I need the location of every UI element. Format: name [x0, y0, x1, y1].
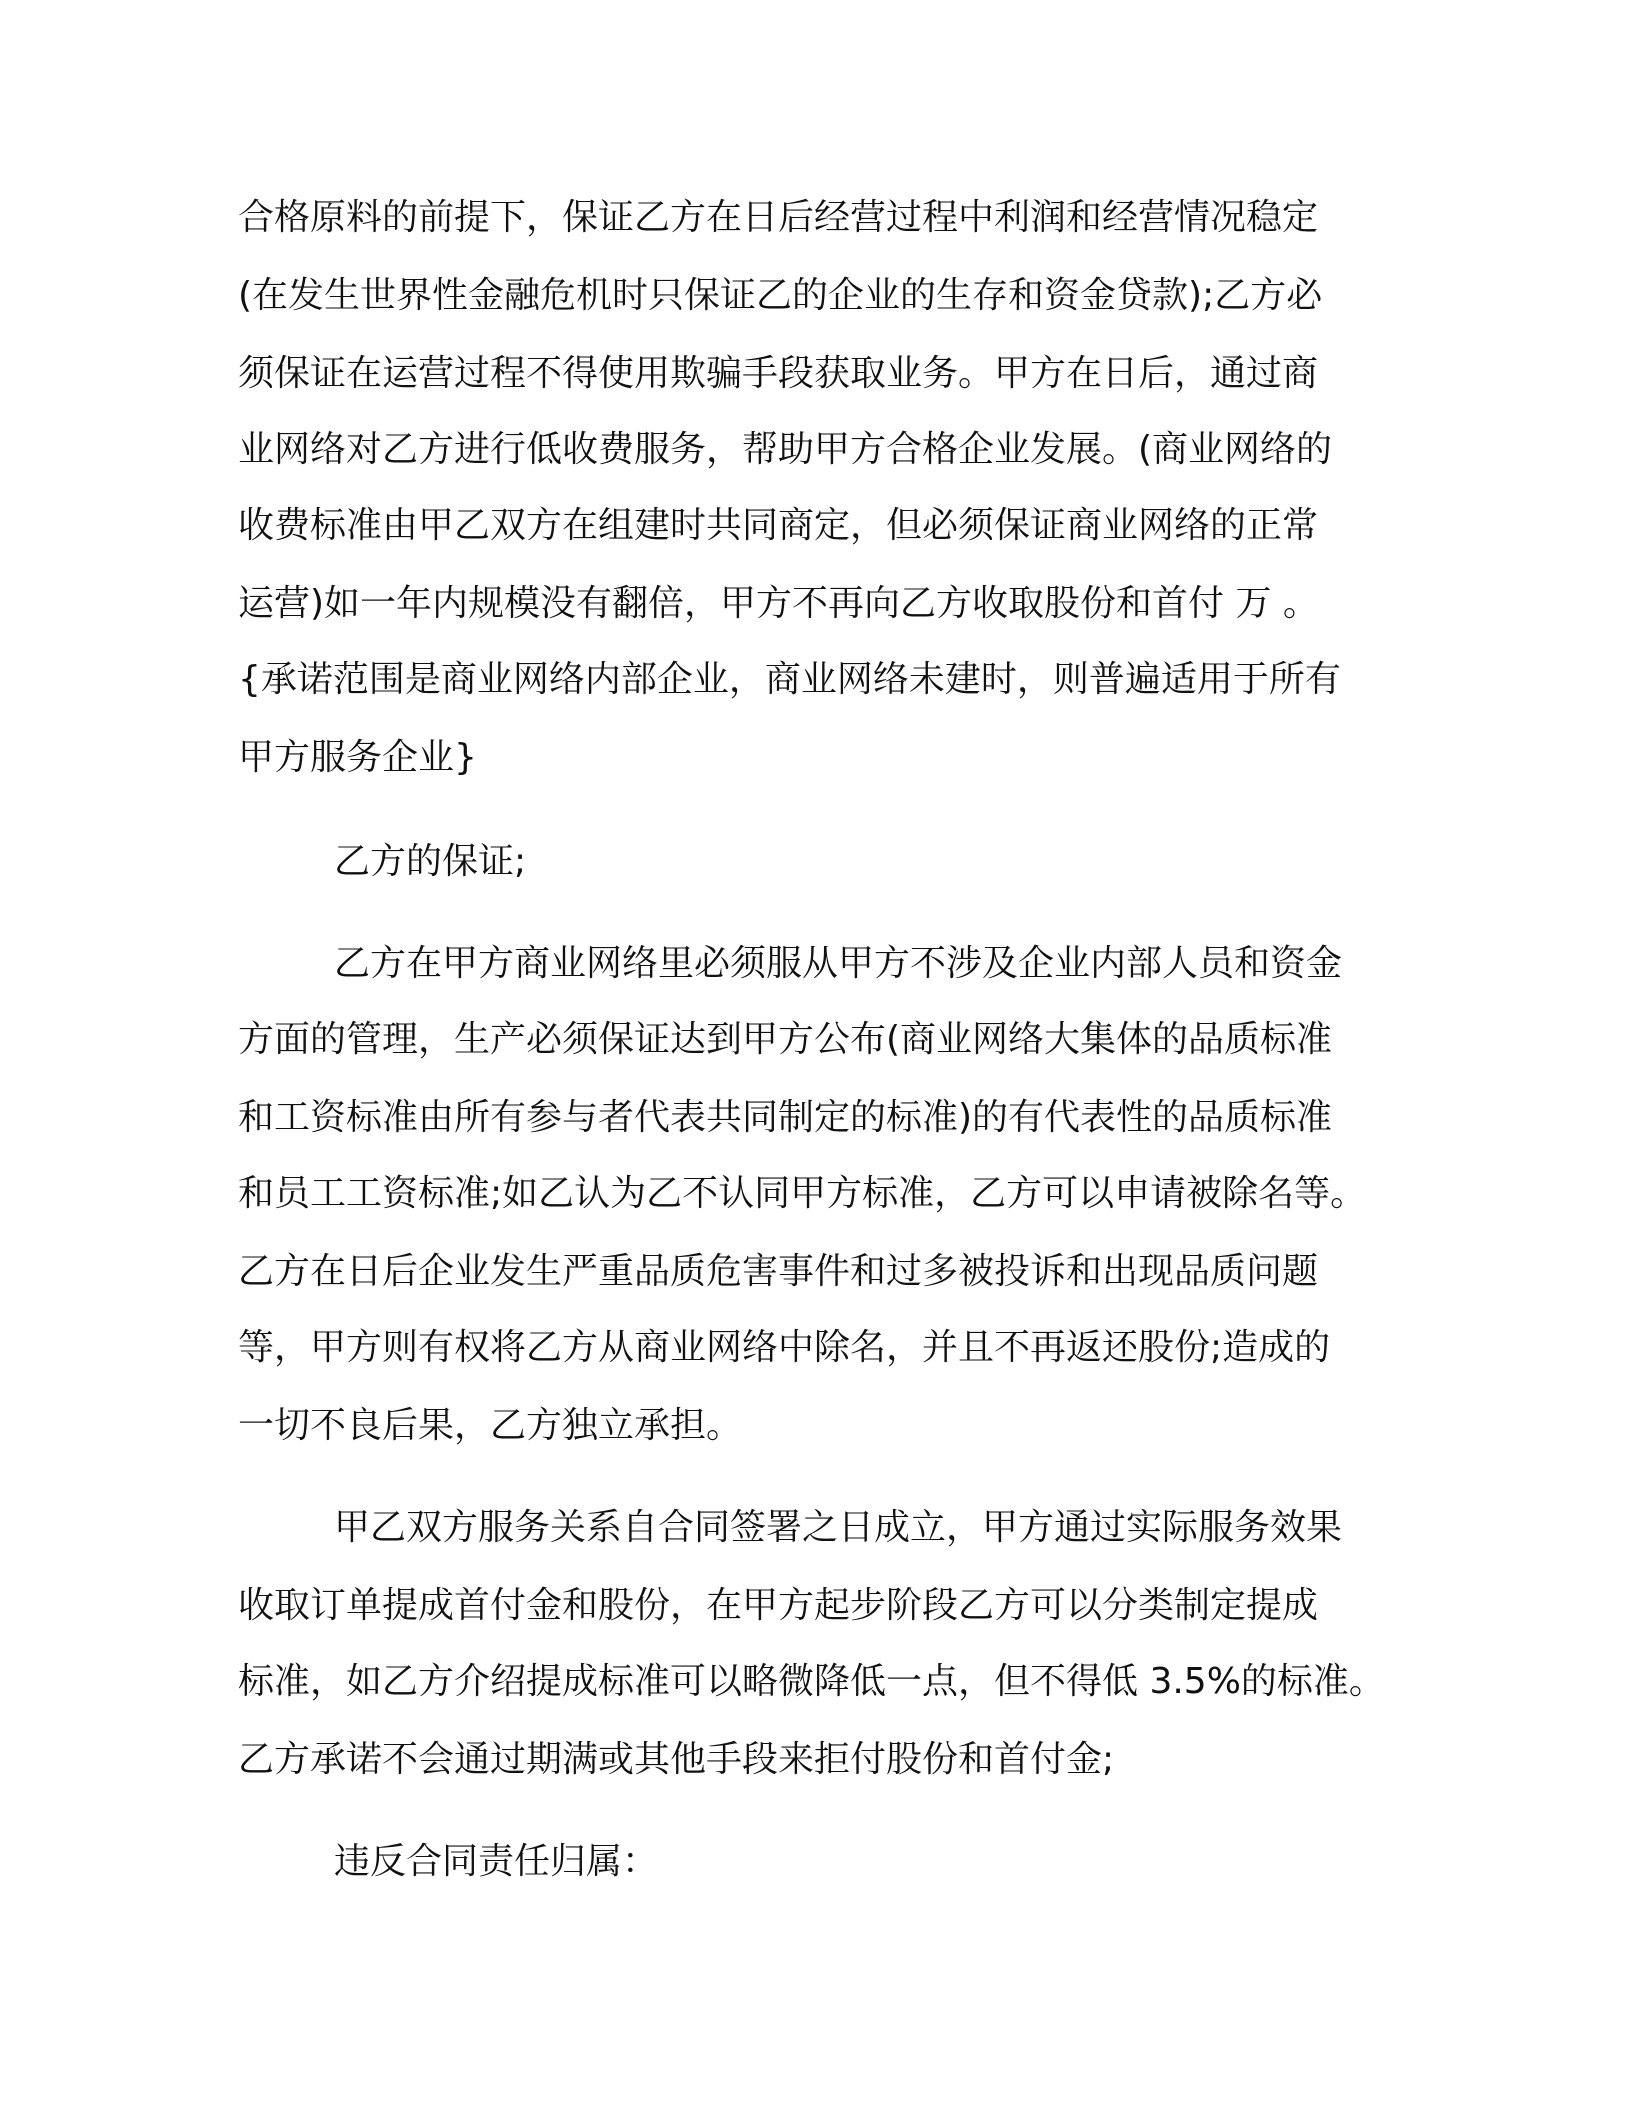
text-line: 甲乙双方服务关系自合同签署之日成立，甲方通过实际服务效果: [334, 1507, 1343, 1548]
text-line: 乙方在甲方商业网络里必须服从甲方不涉及企业内部人员和资金: [334, 943, 1343, 984]
section-heading: 乙方的保证;: [334, 841, 527, 882]
text-line: 和工资标准由所有参与者代表共同制定的标准)的有代表性的品质标准: [238, 1097, 1333, 1138]
text-line: 甲方服务企业}: [238, 737, 477, 778]
text-line: 收取订单提成首付金和股份，在甲方起步阶段乙方可以分类制定提成: [238, 1585, 1319, 1626]
text-line: 和员工工资标准;如乙认为乙不认同甲方标准，乙方可以申请被除名等。: [238, 1173, 1367, 1214]
text-line: 方面的管理，生产必须保证达到甲方公布(商业网络大集体的品质标准: [238, 1019, 1333, 1060]
text-line: (在发生世界性金融危机时只保证乙的企业的生存和资金贷款);乙方必: [238, 275, 1323, 316]
text-line: 乙方承诺不会通过期满或其他手段来拒付股份和首付金;: [238, 1739, 1115, 1780]
text-line: {承诺范围是商业网络内部企业，商业网络未建时，则普遍适用于所有: [238, 659, 1341, 700]
text-line: 运营)如一年内规模没有翻倍，甲方不再向乙方收取股份和首付 万 。: [238, 583, 1319, 624]
text-line: 一切不良后果，乙方独立承担。: [238, 1405, 743, 1446]
text-line: 乙方在日后企业发生严重品质危害事件和过多被投诉和出现品质问题: [238, 1251, 1319, 1292]
text-line: 收费标准由甲乙双方在组建时共同商定，但必须保证商业网络的正常: [238, 505, 1319, 546]
text-line: 标准，如乙方介绍提成标准可以略微降低一点，但不得低 3.5%的标准。: [238, 1661, 1385, 1702]
text-line: 业网络对乙方进行低收费服务，帮助甲方合格企业发展。(商业网络的: [238, 429, 1333, 470]
section-heading: 违反合同责任归属：: [334, 1841, 659, 1882]
text-line: 须保证在运营过程不得使用欺骗手段获取业务。甲方在日后，通过商: [238, 353, 1319, 394]
text-line: 等，甲方则有权将乙方从商业网络中除名，并且不再返还股份;造成的: [238, 1327, 1331, 1368]
text-line: 合格原料的前提下，保证乙方在日后经营过程中利润和经营情况稳定: [238, 197, 1319, 238]
